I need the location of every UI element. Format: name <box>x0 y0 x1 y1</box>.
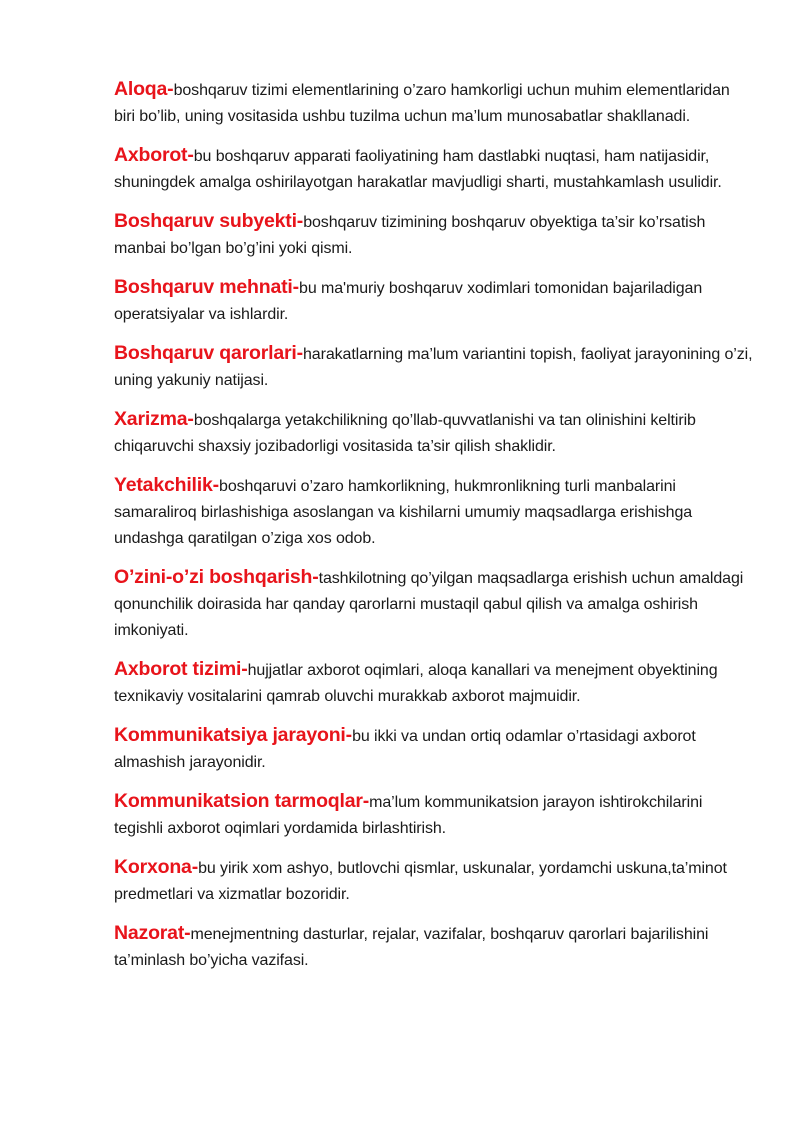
definition-nazorat: menejmentning dasturlar, rejalar, vazifalar, boshqaruv qarorlari bajarilishini ta’minlash bo’yicha vazifasi. <box>114 926 709 969</box>
glossary-entry-kommunikatsion-tarmoqlar <box>114 788 754 842</box>
term-separator: - <box>362 790 370 812</box>
glossary-entry-yetakchilik <box>114 472 754 552</box>
glossary-entry-kommunikatsiya-jarayoni <box>114 722 754 776</box>
glossary-entry-axborot-tizimi <box>114 656 754 710</box>
term-aloqa: Aloqa <box>114 78 168 100</box>
term-axborot: Axborot <box>114 144 188 166</box>
term-axborot-tizimi: Axborot tizimi <box>114 658 242 680</box>
term-boshqaruv-subyekti: Boshqaruv subyekti <box>114 210 297 232</box>
definition-ozini-ozi-boshqarish: tashkilotning qo’yilgan maqsadlarga erishish uchun amaldagi qonunchilik doirasida har qanday qarorlarni mustaqil qabul qilish va amalga oshirish imkoniyati. <box>114 570 744 639</box>
definition-xarizma: boshqalarga yetakchilikning qo’llab-quvvatlanishi va tan olinishini keltirib chiqaruvchi shaxsiy jozibadorligi vositasida ta’sir qilish shaklidir. <box>114 412 696 455</box>
glossary-entry-korxona <box>114 854 754 908</box>
definition-kommunikatsion-tarmoqlar: ma’lum kommunikatsion jarayon ishtirokchilarini tegishli axborot oqimlari yordamida birlashtirish. <box>114 794 703 837</box>
term-yetakchilik: Yetakchilik <box>114 474 213 496</box>
term-separator: - <box>212 474 220 496</box>
glossary-entry-boshqaruv-mehnati <box>114 274 754 328</box>
glossary-document <box>114 76 754 986</box>
glossary-entry-xarizma <box>114 406 754 460</box>
term-separator: - <box>312 566 319 588</box>
term-separator: - <box>191 856 199 878</box>
definition-boshqaruv-qarorlari: harakatlarning ma’lum variantini topish, faoliyat jarayonining o’zi, uning yakuniy natijasi. <box>114 346 753 389</box>
term-separator: - <box>296 210 304 232</box>
term-xarizma: Xarizma <box>114 408 188 430</box>
term-korxona: Korxona <box>114 856 192 878</box>
definition-boshqaruv-mehnati: bu ma'muriy boshqaruv xodimlari tomonidan bajariladigan operatsiyalar va ishlardir. <box>114 280 703 323</box>
term-nazorat: Nazorat <box>114 922 185 944</box>
term-kommunikatsion-tarmoqlar: Kommunikatsion tarmoqlar <box>114 790 363 812</box>
definition-korxona: bu yirik xom ashyo, butlovchi qismlar, uskunalar, yordamchi uskuna,ta’minot predmetlari va xizmatlar bozoridir. <box>114 860 727 903</box>
term-boshqaruv-qarorlari: Boshqaruv qarorlari <box>114 342 297 364</box>
term-separator: - <box>184 922 191 944</box>
definition-boshqaruv-subyekti: boshqaruv tizimining boshqaruv obyektiga ta’sir ko’rsatish manbai bo’lgan bo’g’ini yoki qismi. <box>114 214 706 257</box>
definition-kommunikatsiya-jarayoni: bu ikki va undan ortiq odamlar o’rtasidagi axborot almashish jarayonidir. <box>114 728 696 771</box>
glossary-entry-aloqa <box>114 76 754 130</box>
term-separator: - <box>241 658 248 680</box>
term-ozini-ozi-boshqarish: O’zini-o’zi boshqarish <box>114 566 313 588</box>
term-separator: - <box>187 408 194 430</box>
term-kommunikatsiya-jarayoni: Kommunikatsiya jarayoni <box>114 724 346 746</box>
term-boshqaruv-mehnati: Boshqaruv mehnati <box>114 276 293 298</box>
term-separator: - <box>296 342 303 364</box>
definition-aloqa: boshqaruv tizimi elementlarining o’zaro hamkorligi uchun muhim elementlaridan biri bo’lib, uning vositasida ushbu tuzilma uchun ma’lum munosabatlar shakllanadi. <box>114 82 730 125</box>
term-separator: - <box>345 724 353 746</box>
definition-yetakchilik: boshqaruvi o’zaro hamkorlikning, hukmronlikning turli manbalarini samaraliroq birlashishiga asoslangan va kishilarni umumiy maqsadlarga erishishga undashga qaratilgan o’ziga xos odob. <box>114 478 693 547</box>
glossary-entry-boshqaruv-subyekti <box>114 208 754 262</box>
definition-axborot: bu boshqaruv apparati faoliyatining ham dastlabki nuqtasi, ham natijasidir, shuningdek amalga oshirilayotgan harakatlar mavjudligi sharti, mustahkamlash usulidir. <box>114 148 722 191</box>
glossary-entry-axborot <box>114 142 754 196</box>
term-separator: - <box>292 276 300 298</box>
glossary-entry-ozini-ozi-boshqarish <box>114 564 754 644</box>
glossary-entry-boshqaruv-qarorlari <box>114 340 754 394</box>
definition-axborot-tizimi: hujjatlar axborot oqimlari, aloqa kanallari va menejment obyektining texnikaviy vositalarini qamrab oluvchi murakkab axborot majmuidir. <box>114 662 718 705</box>
term-separator: - <box>187 144 194 166</box>
term-separator: - <box>167 78 174 100</box>
glossary-entry-nazorat <box>114 920 754 974</box>
